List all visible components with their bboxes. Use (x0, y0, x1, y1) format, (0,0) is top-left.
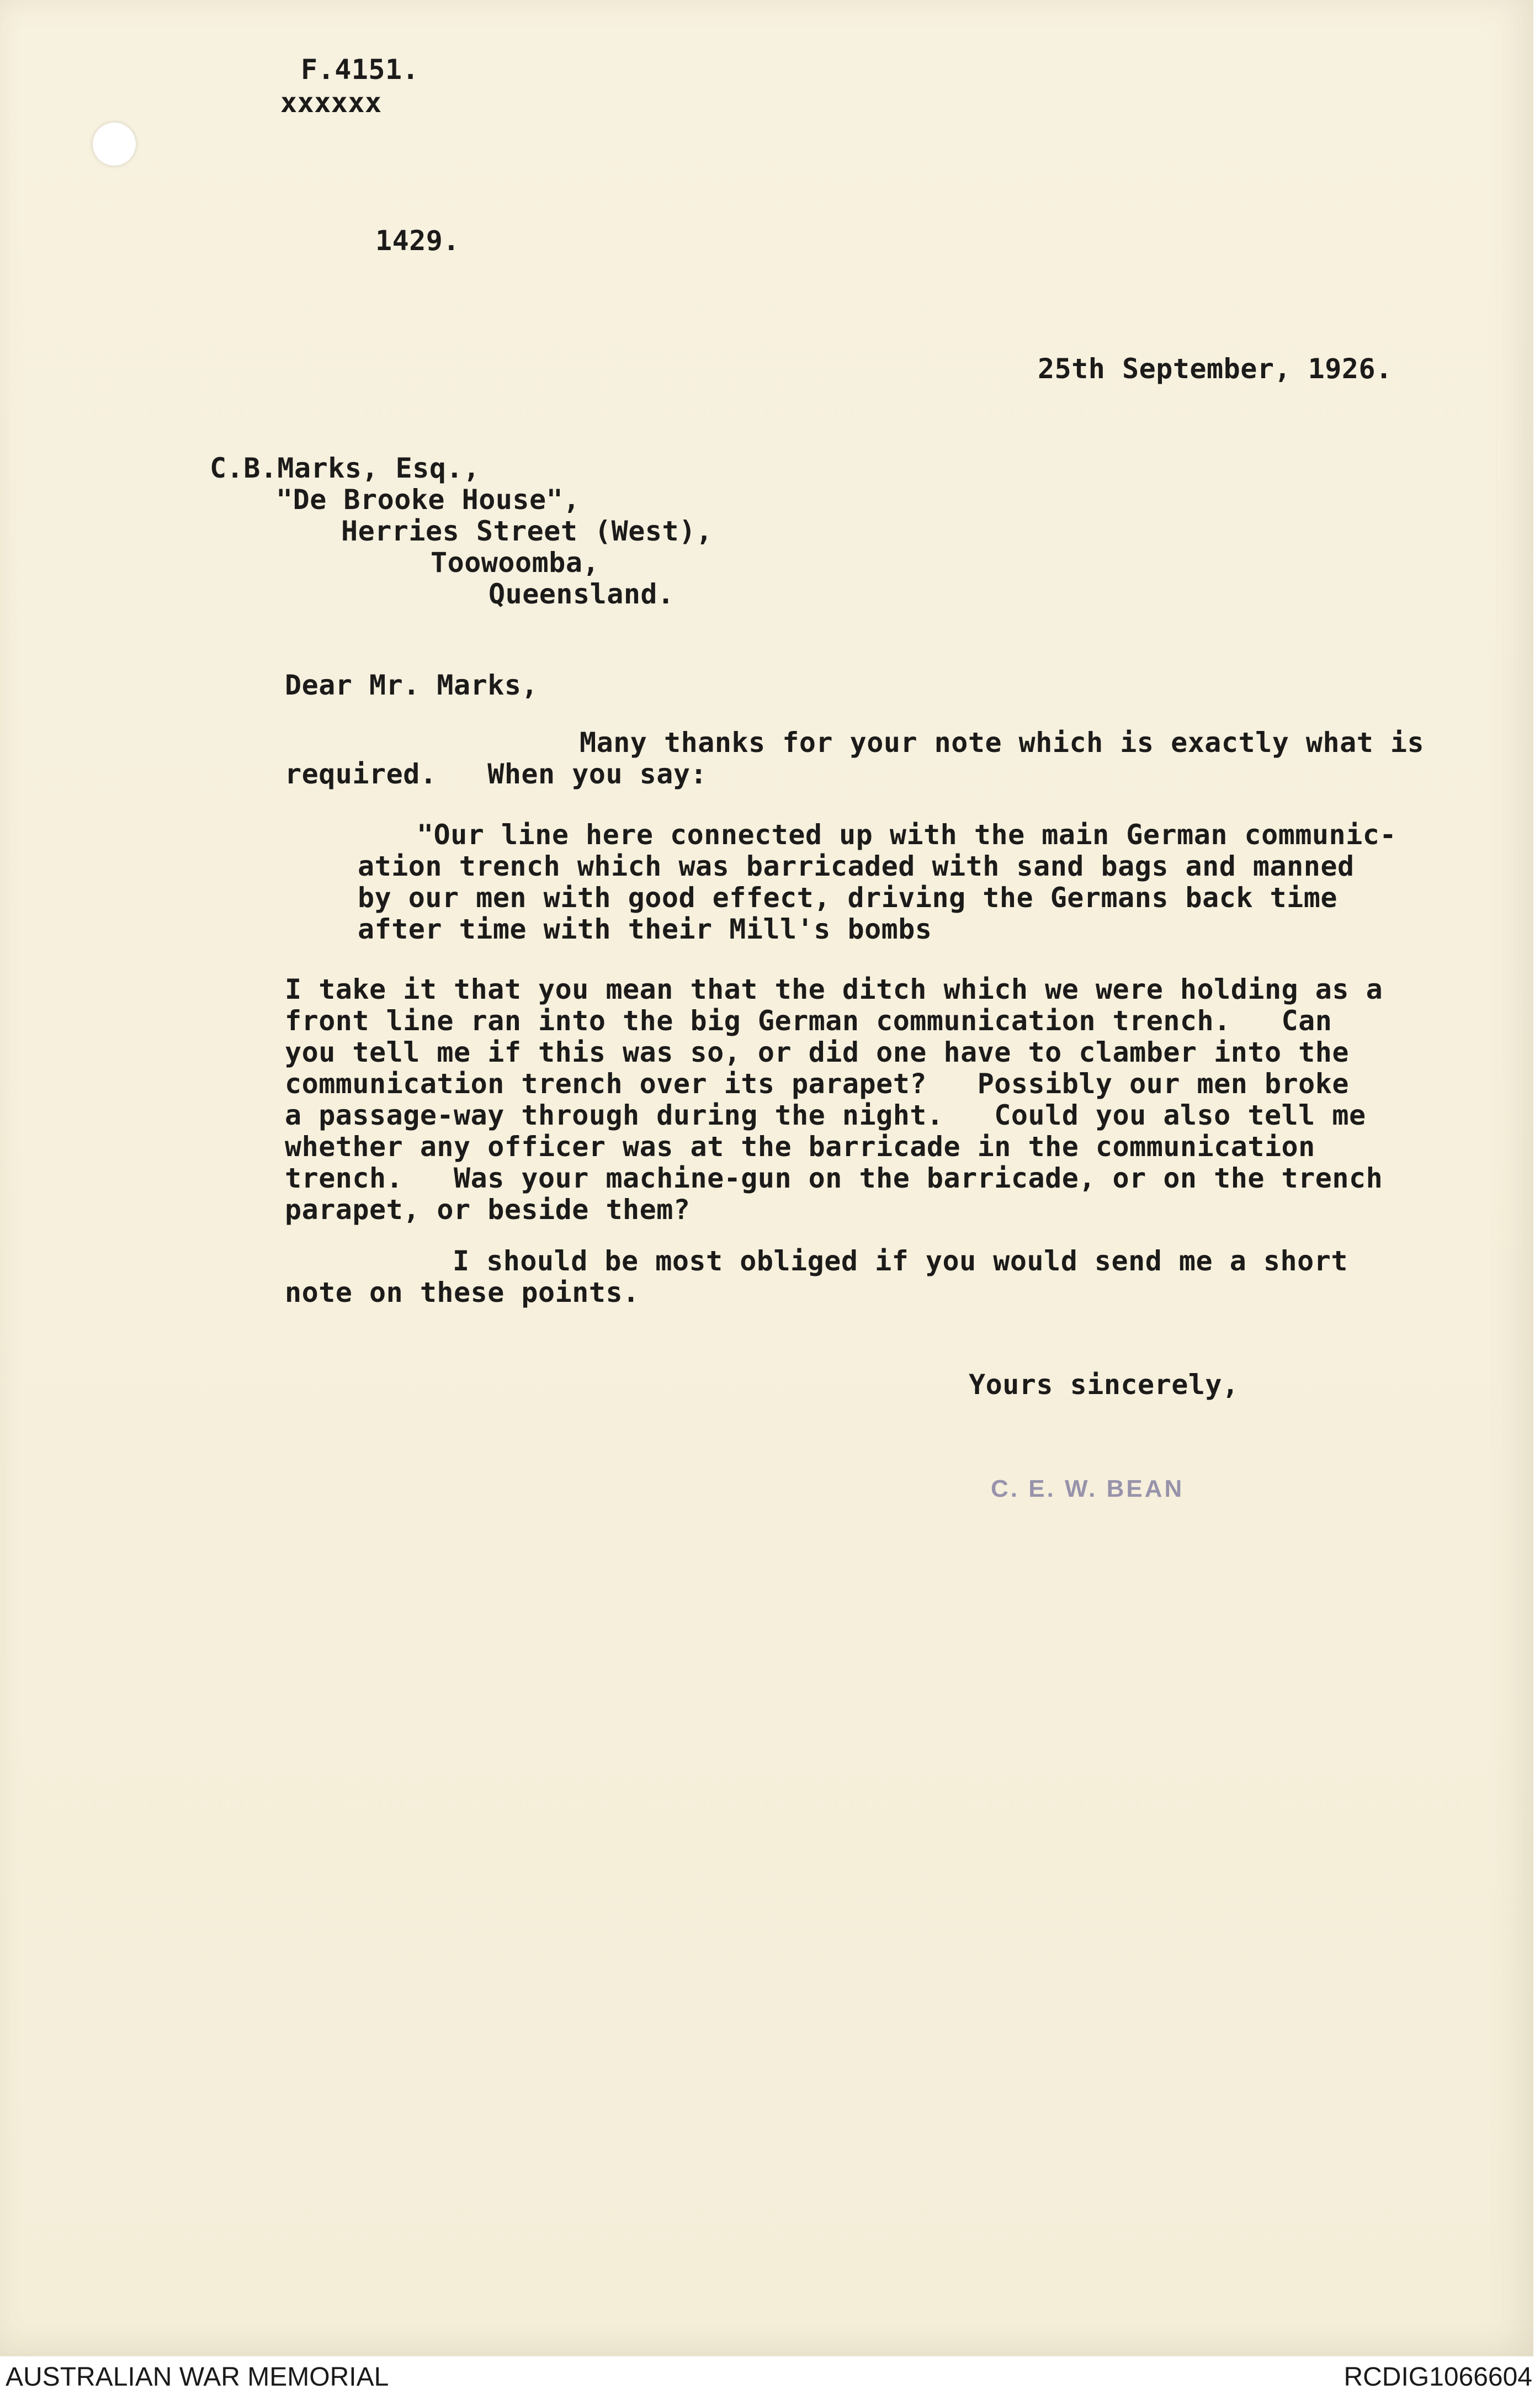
paragraph3-line2: note on these points. (285, 1276, 640, 1308)
struck-out-text: xxxxxx (280, 87, 382, 119)
recipient-house: "De Brooke House", (276, 484, 580, 516)
recipient-street: Herries Street (West), (341, 515, 713, 547)
signature-stamp: C. E. W. BEAN (991, 1475, 1185, 1502)
quote-line3: by our men with good effect, driving the Germans back time (358, 882, 1337, 914)
paragraph3-line1: I should be most obliged if you would send me a short (453, 1245, 1348, 1277)
quote-line4: after time with their Mill's bombs (358, 913, 932, 945)
file-reference: F.4151. (301, 54, 419, 86)
recipient-name: C.B.Marks, Esq., (210, 452, 480, 484)
document-number: 1429. (375, 225, 460, 257)
paragraph2-line6: whether any officer was at the barricade in the communication (285, 1131, 1315, 1163)
letter-date: 25th September, 1926. (1038, 353, 1393, 385)
paragraph2-line4: communication trench over its parapet? Possibly our men broke (285, 1068, 1349, 1100)
recipient-state: Queensland. (488, 578, 675, 610)
closing: Yours sincerely, (969, 1369, 1239, 1401)
paragraph2-line1: I take it that you mean that the ditch which we were holding as a (285, 973, 1383, 1005)
paragraph2-line5: a passage-way through during the night. Could you also tell me (285, 1099, 1366, 1131)
paragraph2-line8: parapet, or beside them? (285, 1194, 691, 1226)
punch-hole (93, 123, 136, 166)
paragraph1-line1: Many thanks for your note which is exactly what is (580, 727, 1425, 759)
recipient-town: Toowoomba, (431, 547, 600, 579)
paragraph2-line2: front line ran into the big German communication trench. Can (285, 1005, 1332, 1037)
quote-line2: ation trench which was barricaded with sand bags and manned (358, 850, 1355, 882)
paragraph2-line3: you tell me if this was so, or did one have to clamber into the (285, 1036, 1349, 1068)
footer-record-id: RCDIG1066604 (1343, 2362, 1532, 2392)
paragraph1-line2: required. When you say: (285, 758, 708, 790)
salutation: Dear Mr. Marks, (285, 669, 539, 701)
footer-institution: AUSTRALIAN WAR MEMORIAL (6, 2362, 389, 2392)
paragraph2-line7: trench. Was your machine-gun on the barricade, or on the trench (285, 1162, 1383, 1194)
quote-line1: "Our line here connected up with the main German communic- (417, 819, 1396, 851)
